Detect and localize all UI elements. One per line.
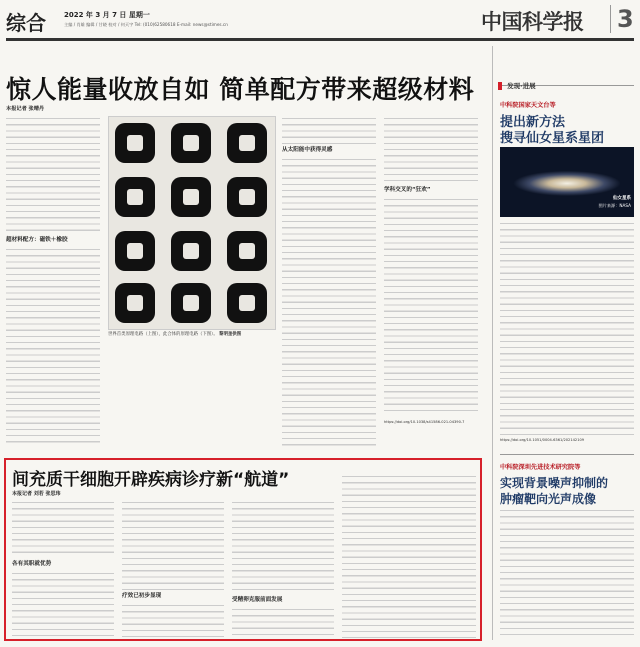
feature-subhead-3: 受精卵克服前面发展: [232, 597, 283, 603]
paper-title: 中国科学报: [481, 9, 584, 34]
andromeda-caption: 仙女星系: [613, 196, 631, 201]
andromeda-credit: 图片来源：NASA: [598, 203, 631, 208]
lead-byline: 本报记者 张晴丹: [6, 106, 45, 112]
lead-photo-caption: 世界首类原理电路（上图），此合体的原理电路（下图）。 黎明奎供图: [108, 332, 242, 337]
feature-column-1: [12, 500, 114, 638]
sidebar-label-bar: [498, 75, 634, 90]
feature-frame: [4, 458, 482, 641]
lead-doi: https://doi.org/10.1038/s41586-021-04390-7: [384, 420, 465, 424]
feature-subhead-2: 疗效已初步显现: [122, 593, 162, 599]
sidebar-separator: [500, 454, 634, 455]
lead-subhead-1: 超材料配方：磁铁＋橡胶: [6, 237, 68, 243]
lead-photo: [108, 116, 276, 330]
lead-column-3: [282, 116, 376, 448]
feature-column-3: [232, 500, 334, 638]
sidebar-story1-doi: https://doi.org/10.1051/0004-6361/202142109: [500, 438, 585, 442]
masthead-rule: [6, 38, 634, 41]
editor-line: 主编 / 肖雄 编辑 / 甘晓 校对 / 何天宇 Tel: (010)62580618 E-mail: news@stimes.cn: [64, 22, 228, 27]
lead-column-1: [6, 116, 100, 448]
lead-subhead-2: 从太阳能中获得灵感: [282, 147, 333, 153]
feature-headline: 间充质干细胞开辟疾病诊疗新“航道”: [12, 470, 290, 490]
sidebar-story1-headline-1: 提出新方法: [500, 115, 566, 130]
metamaterial-lattice-image: [109, 117, 275, 329]
page-number: 3: [610, 5, 634, 33]
lead-headline: 惊人能量收放自如 简单配方带来超级材料: [6, 75, 475, 104]
sidebar-story2-text: [500, 508, 634, 640]
feature-column-2: [122, 500, 224, 638]
lead-column-4: [384, 116, 478, 448]
sidebar-story2-headline-1: 实现背景噪声抑制的: [500, 476, 609, 490]
sidebar-story1-kicker: 中科院国家天文台等: [500, 102, 556, 109]
date-line: 2022 年 3 月 7 日 星期一: [64, 11, 150, 19]
sidebar-story1-headline-2: 搜寻仙女星系星团: [500, 131, 605, 146]
sidebar-label: 发现·进展: [507, 82, 536, 90]
sidebar-divider: [492, 46, 493, 640]
sidebar-story2-kicker: 中科院深圳先进技术研究院等: [500, 464, 581, 471]
section-title: 综合: [6, 11, 46, 35]
andromeda-image: [500, 147, 634, 217]
sidebar-story1-text: [500, 221, 634, 447]
photo-credit: 黎明奎供图: [219, 332, 242, 337]
feature-column-4: [342, 474, 476, 638]
feature-subhead-1: 各有其职就优势: [12, 561, 52, 567]
feature-byline: 本报记者 刘若 张思玮: [12, 491, 61, 497]
sidebar-story2-headline-2: 肿瘤靶向光声成像: [500, 492, 597, 506]
masthead: [6, 5, 634, 39]
lead-subhead-3: 学科交叉的“狂欢”: [384, 187, 431, 193]
